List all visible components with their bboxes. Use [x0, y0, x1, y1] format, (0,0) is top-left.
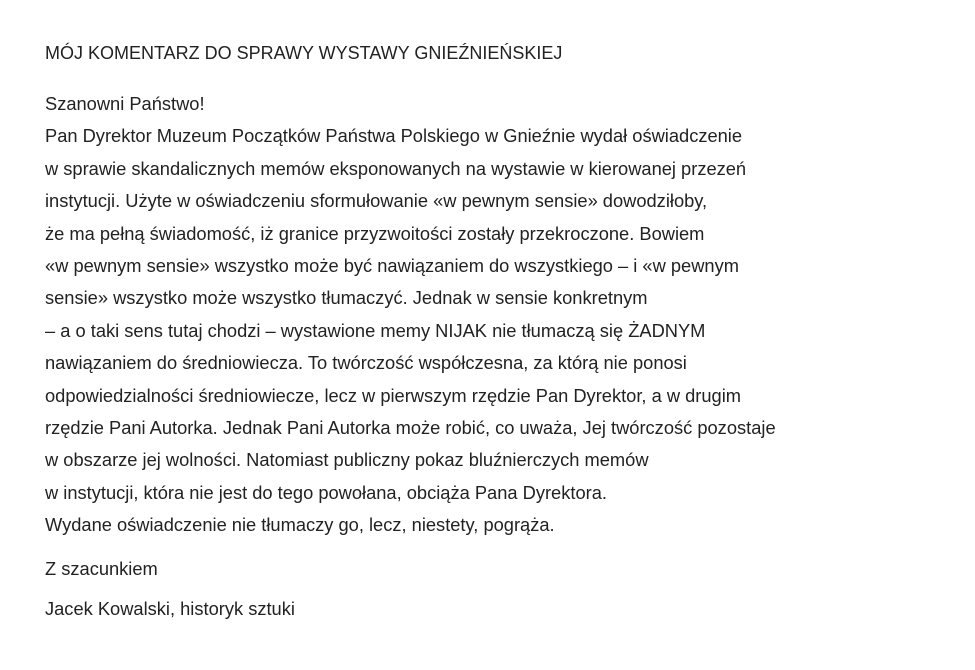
body-line: w sprawie skandalicznych memów eksponowanych na wystawie w kierowanej przezeń — [45, 157, 747, 179]
body-line: nawiązaniem do średniowiecza. To twórczość współczesna, za którą nie ponosi — [45, 352, 687, 374]
body-line: «w pewnym sensie» wszystko może być nawiązaniem do wszystkiego – i «w pewnym — [45, 255, 739, 277]
body-line: rzędzie Pani Autorka. Jednak Pani Autorka może robić, co uważa, Jej twórczość pozostaje — [45, 417, 776, 439]
body-line: odpowiedzialności średniowiecze, lecz w pierwszym rzędzie Pan Dyrektor, a w drugim — [45, 384, 741, 406]
body-line: w obszarze jej wolności. Natomiast publiczny pokaz bluźnierczych memów — [45, 449, 649, 471]
document — [45, 40, 965, 622]
salutation-line: Szanowni Państwo! — [45, 93, 205, 114]
closing-line: Z szacunkiem — [45, 557, 158, 579]
body-line: Wydane oświadczenie nie tłumaczy go, lecz, niestety, pogrąża. — [45, 514, 555, 536]
body-text — [45, 88, 965, 542]
document-title: MÓJ KOMENTARZ DO SPRAWY WYSTAWY GNIEŹNIEŃSKIEJ — [45, 43, 563, 63]
body-line: sensie» wszystko może wszystko tłumaczyć. Jednak w sensie konkretnym — [45, 287, 648, 309]
body-line: – a o taki sens tutaj chodzi – wystawione memy NIJAK nie tłumaczą się ŻADNYM — [45, 319, 706, 341]
body-line: instytucji. Użyte w oświadczeniu sformułowanie «w pewnym sensie» dowodziłoby, — [45, 190, 708, 212]
signature-line: Jacek Kowalski, historyk sztuki — [45, 597, 295, 619]
body-line: Pan Dyrektor Muzeum Początków Państwa Polskiego w Gnieźnie wydał oświadczenie — [45, 125, 743, 147]
body-line: że ma pełną świadomość, iż granice przyzwoitości zostały przekroczone. Bowiem — [45, 222, 705, 244]
body-line: w instytucji, która nie jest do tego powołana, obciąża Pana Dyrektora. — [45, 481, 607, 503]
